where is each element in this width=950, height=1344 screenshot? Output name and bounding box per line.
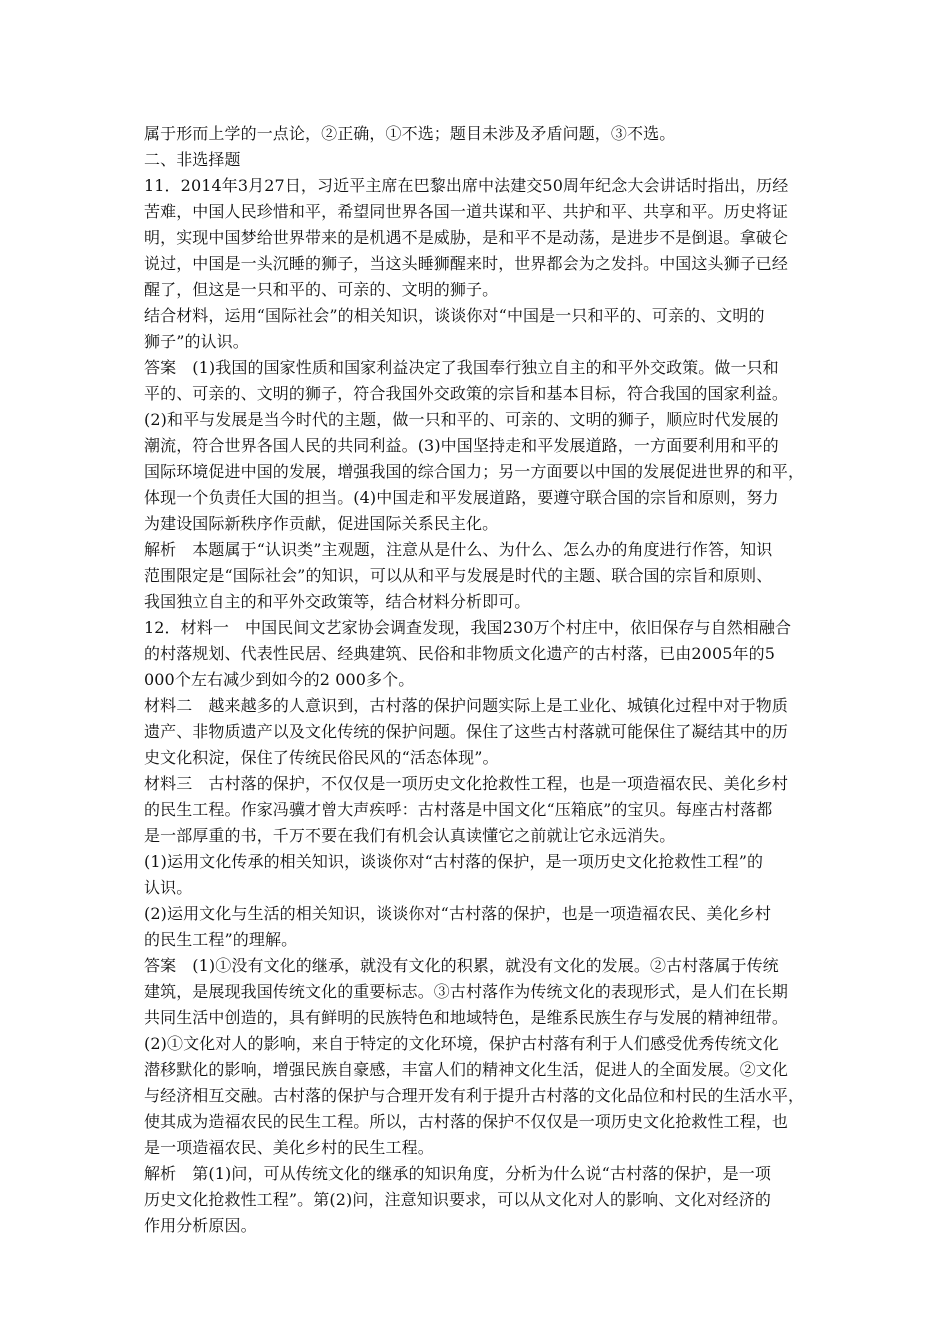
analysis-line: 范围限定是“国际社会”的知识，可以从和平与发展是时代的主题、联合国的宗旨和原则、 (144, 566, 773, 585)
analysis-line: 解析 第(1)问，可从传统文化的继承的知识角度，分析为什么说“古村落的保护，是一项 (144, 1164, 771, 1183)
answer-line: (2)和平与发展是当今时代的主题，做一只和平的、可亲的、文明的狮子，顺应时代发展的 (144, 410, 779, 429)
answer-line: 体现一个负责任大国的担当。(4)中国走和平发展道路，要遵守联合国的宗旨和原则，努力 (144, 488, 779, 507)
question-prompt-line: 狮子”的认识。 (144, 332, 249, 351)
text-line: 醒了，但这是一只和平的、可亲的、文明的狮子。 (144, 280, 499, 299)
text-line: 的民生工程。作家冯骥才曾大声疾呼：古村落是中国文化“压箱底”的宝贝。每座古村落都 (144, 800, 773, 819)
text-line: 000个左右减少到如今的2 000多个。 (144, 670, 415, 689)
answer-line: 与经济相互交融。古村落的保护与合理开发有利于提升古村落的文化品位和村民的生活水平， (144, 1086, 805, 1105)
text-line: 说过，中国是一头沉睡的狮子，当这头睡狮醒来时，世界都会为之发抖。中国这头狮子已经 (144, 254, 789, 273)
document-page (144, 121, 824, 1239)
answer-line: 共同生活中创造的，具有鲜明的民族特色和地域特色，是维系民族生存与发展的精神纽带。 (144, 1008, 789, 1027)
analysis-line: 解析 本题属于“认识类”主观题，注意从是什么、为什么、怎么办的角度进行作答，知识 (144, 540, 773, 559)
analysis-line: 历史文化抢救性工程”。第(2)问，注意知识要求，可以从文化对人的影响、文化对经济的 (144, 1190, 771, 1209)
section-heading: 二、非选择题 (144, 150, 241, 169)
text-line: 是一部厚重的书，千万不要在我们有机会认真读懂它之前就让它永远消失。 (144, 826, 676, 845)
sub-question-1-line: 认识。 (144, 878, 193, 897)
answer-line: 潜移默化的影响，增强民族自豪感，丰富人们的精神文化生活，促进人的全面发展。②文化 (144, 1060, 789, 1079)
answer-line: 平的、可亲的、文明的狮子，符合我国外交政策的宗旨和基本目标，符合我国的国家利益。 (144, 384, 789, 403)
analysis-line: 我国独立自主的和平外交政策等，结合材料分析即可。 (144, 592, 531, 611)
answer-line: 使其成为造福农民的民生工程。所以，古村落的保护不仅仅是一项历史文化抢救性工程，也 (144, 1112, 789, 1131)
sub-question-2-line: 的民生工程”的理解。 (144, 930, 298, 949)
answer-line: 答案 (1)①没有文化的继承，就没有文化的积累，就没有文化的发展。②古村落属于传统 (144, 956, 779, 975)
text-line: 属于形而上学的一点论，②正确，①不选；题目未涉及矛盾问题，③不选。 (144, 124, 676, 143)
text-line: 苦难，中国人民珍惜和平，希望同世界各国一道共谋和平、共护和平、共享和平。历史将证 (144, 202, 789, 221)
question-prompt-line: 结合材料，运用“国际社会”的相关知识，谈谈你对“中国是一只和平的、可亲的、文明的 (144, 306, 765, 325)
sub-question-2-line: (2)运用文化与生活的相关知识，谈谈你对“古村落的保护，也是一项造福农民、美化乡村 (144, 904, 771, 923)
text-line: 遗产、非物质遗产以及文化传统的保护问题。保住了这些古村落就可能保住了凝结其中的历 (144, 722, 789, 741)
material-3-line: 材料三 古村落的保护，不仅仅是一项历史文化抢救性工程，也是一项造福农民、美化乡村 (144, 774, 789, 793)
text-line: 的村落规划、代表性民居、经典建筑、民俗和非物质文化遗产的古村落，已由2005年的5 (144, 644, 775, 663)
answer-line: 国际环境促进中国的发展，增强我国的综合国力；另一方面要以中国的发展促进世界的和平， (144, 462, 805, 481)
sub-question-1-line: (1)运用文化传承的相关知识，谈谈你对“古村落的保护，是一项历史文化抢救性工程”的 (144, 852, 764, 871)
question-11-line: 11．2014年3月27日，习近平主席在巴黎出席中法建交50周年纪念大会讲话时指出，历经 (144, 176, 789, 195)
answer-line: 潮流，符合世界各国人民的共同利益。(3)中国坚持走和平发展道路，一方面要利用和平的 (144, 436, 779, 455)
answer-line: 建筑，是展现我国传统文化的重要标志。③古村落作为传统文化的表现形式，是人们在长期 (144, 982, 789, 1001)
text-line: 明，实现中国梦给世界带来的是机遇不是威胁，是和平不是动荡，是进步不是倒退。拿破仑 (144, 228, 789, 247)
question-12-line: 12．材料一 中国民间文艺家协会调查发现，我国230万个村庄中，依旧保存与自然相融合 (144, 618, 792, 637)
analysis-line: 作用分析原因。 (144, 1216, 257, 1235)
answer-line: 为建设国际新秩序作贡献，促进国际关系民主化。 (144, 514, 499, 533)
answer-line: 答案 (1)我国的国家性质和国家利益决定了我国奉行独立自主的和平外交政策。做一只和 (144, 358, 779, 377)
text-line: 史文化积淀，保住了传统民俗民风的“活态体现”。 (144, 748, 499, 767)
answer-line: 是一项造福农民、美化乡村的民生工程。 (144, 1138, 434, 1157)
material-2-line: 材料二 越来越多的人意识到，古村落的保护问题实际上是工业化、城镇化过程中对于物质 (144, 696, 789, 715)
answer-line: (2)①文化对人的影响，来自于特定的文化环境，保护古村落有利于人们感受优秀传统文化 (144, 1034, 779, 1053)
